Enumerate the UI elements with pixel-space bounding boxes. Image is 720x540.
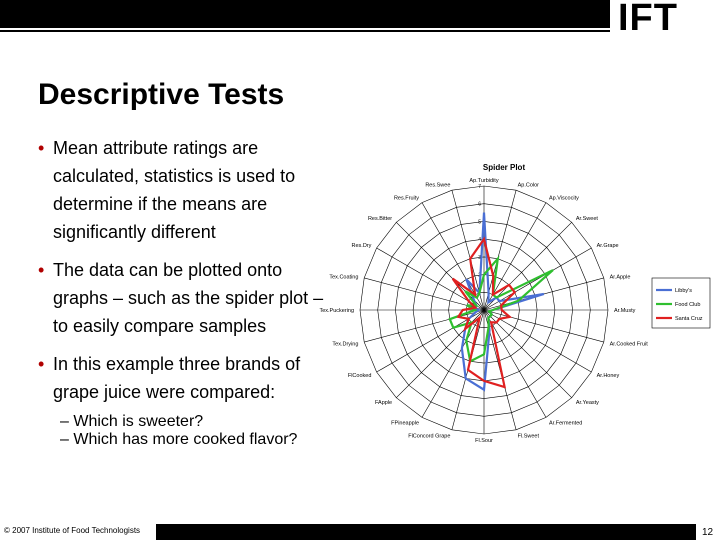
page-number: 12 bbox=[702, 527, 714, 538]
chart-title: Spider Plot bbox=[482, 163, 526, 172]
footer-bar bbox=[156, 524, 696, 540]
axis-label: Ar.Sweet bbox=[575, 216, 598, 223]
axis-label: Res.Bitter bbox=[367, 216, 393, 223]
axis-label: Ar.Grape bbox=[596, 243, 619, 249]
copyright-text: © 2007 Institute of Food Technologists bbox=[4, 526, 141, 535]
grid-spoke bbox=[484, 310, 604, 342]
axis-label: FApple bbox=[374, 399, 393, 406]
header-rule bbox=[0, 30, 610, 32]
axis-label: Tex.Coating bbox=[329, 274, 359, 281]
axis-label: FlCooked bbox=[347, 373, 372, 379]
axis-label: Ar.Cooked Fruit bbox=[609, 341, 648, 348]
spider-plot bbox=[319, 152, 714, 444]
axis-label: Ap.Turbidity bbox=[469, 178, 499, 184]
axis-label: Res.Fruity bbox=[393, 195, 419, 202]
legend-label: Santa Cruz bbox=[675, 316, 703, 322]
axis-label: Ar.Fermented bbox=[549, 420, 583, 427]
subbullet-2: – Which has more cooked flavor? bbox=[60, 431, 298, 448]
bullet-3 bbox=[38, 350, 338, 406]
slide-title: Descriptive Tests bbox=[38, 78, 285, 111]
header-bar bbox=[0, 0, 610, 28]
tick-label: 4 bbox=[478, 237, 481, 244]
bullet-list bbox=[38, 134, 338, 452]
tick-label: 1 bbox=[478, 290, 481, 297]
bullet-2-text: The data can be plotted onto graphs – such as the spider plot – to easily compare samples bbox=[53, 260, 324, 336]
bullet-1 bbox=[38, 134, 338, 246]
tick-label: 7 bbox=[478, 184, 481, 190]
tick-label: 6 bbox=[478, 201, 481, 208]
legend-label: Food Club bbox=[675, 302, 701, 308]
axis-label: Ar.Honey bbox=[596, 373, 620, 379]
axis-label: Ar.Apple bbox=[609, 274, 631, 281]
axis-label: Res.Dry bbox=[351, 243, 372, 249]
bullet-dot-icon: • bbox=[38, 138, 45, 158]
bullet-dot-icon: • bbox=[38, 260, 45, 280]
bullet-dot-icon: • bbox=[38, 354, 45, 374]
axis-label: Ap.Color bbox=[517, 182, 540, 189]
bullet-3-text: In this example three brands of grape juice were compared: bbox=[53, 354, 301, 402]
axis-label: Ap.Viscocity bbox=[549, 195, 579, 202]
bullet-1-text: Mean attribute ratings are calculated, statistics is used to determine if the means are significantly different bbox=[53, 138, 296, 242]
axis-label: Ar.Yeasty bbox=[575, 399, 599, 406]
axis-label: FlConcord Grape bbox=[408, 433, 451, 440]
ift-logo: IFT bbox=[618, 0, 678, 39]
grid-spoke bbox=[484, 310, 546, 417]
tick-label: 2 bbox=[478, 272, 481, 279]
axis-label: FPineapple bbox=[391, 420, 419, 427]
axis-label: Tex.Drying bbox=[332, 341, 359, 348]
bullet-2 bbox=[38, 256, 338, 340]
tick-label: 5 bbox=[478, 219, 481, 226]
axis-label: Tex.Puckering bbox=[319, 308, 354, 314]
axis-label: Fl.Sweet bbox=[517, 433, 540, 440]
legend-label: Libby's bbox=[675, 288, 692, 294]
axis-label: Fl.Sour bbox=[475, 438, 493, 444]
tick-label: 3 bbox=[478, 254, 481, 261]
subbullet-1: – Which is sweeter? bbox=[60, 413, 204, 430]
axis-label: Res.Swee bbox=[425, 182, 451, 189]
axis-label: Ar.Musty bbox=[614, 308, 636, 314]
